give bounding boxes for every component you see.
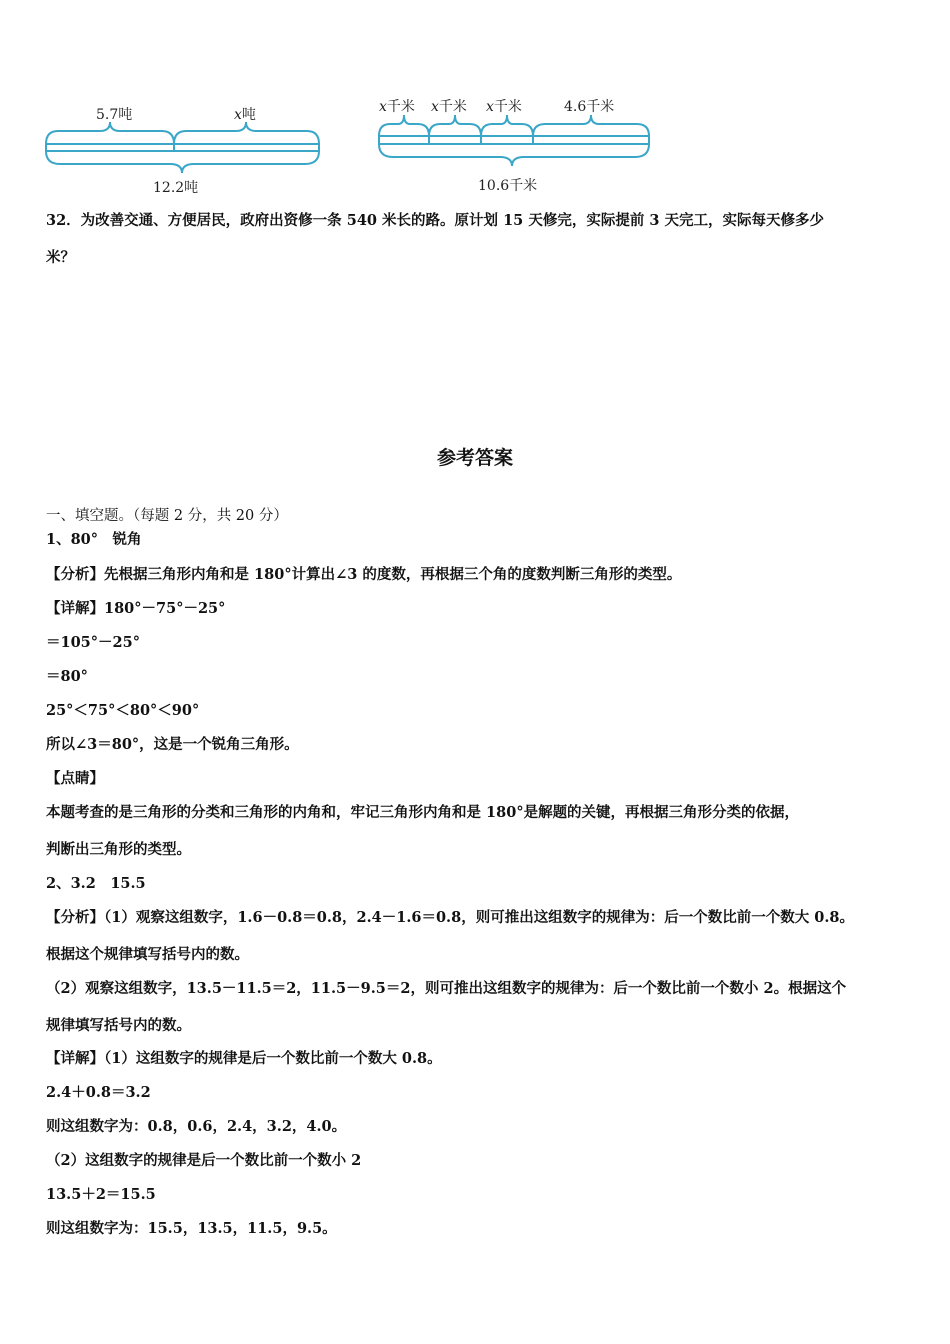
answer-line: ＝80° [46, 668, 88, 685]
right-line-diagram [379, 115, 649, 166]
answer-line: 根据这个规律填写括号内的数。 [46, 946, 249, 963]
right-brace-2 [429, 115, 481, 136]
answer-line: 判断出三角形的类型。 [46, 841, 191, 858]
answer-line: 所以∠3＝80°，这是一个锐角三角形。 [46, 736, 299, 753]
left-bar [46, 144, 319, 151]
answer-line: 13.5＋2＝15.5 [46, 1186, 156, 1203]
left-brace-bottom [46, 151, 319, 173]
answer-line: （2）观察这组数字，13.5－11.5＝2，11.5－9.5＝2，则可推出这组数字的规律为：后一个数比前一个数小 2。根据这个 [46, 980, 847, 997]
left-brace-2 [174, 122, 319, 144]
left-label-2: x吨 [234, 107, 256, 123]
answer-line: 【详解】180°－75°－25° [46, 600, 226, 617]
answer-line: 2.4＋0.8＝3.2 [46, 1084, 151, 1101]
question-32-line-2: 米？ [46, 249, 75, 266]
answer-line: 2、3.2 15.5 [46, 875, 146, 892]
answer-title: 参考答案 [436, 447, 513, 469]
right-brace-bottom [379, 144, 649, 166]
right-label-3: x千米 [486, 99, 522, 115]
answer-line: 【详解】（1）这组数字的规律是后一个数比前一个数大 0.8。 [46, 1050, 442, 1067]
answer-line: 【分析】（1）观察这组数字，1.6－0.8＝0.8，2.4－1.6＝0.8，则可推出这组数字的规律为：后一个数比前一个数大 0.8。 [46, 909, 854, 926]
answer-line: 【点睛】 [46, 770, 104, 787]
answer-line: 【分析】先根据三角形内角和是 180°计算出∠3 的度数，再根据三个角的度数判断三角形的类型。 [46, 566, 682, 583]
left-brace-1 [46, 122, 174, 144]
right-brace-3 [481, 115, 533, 136]
right-label-1: x千米 [379, 99, 415, 115]
right-brace-4 [533, 115, 649, 136]
right-label-2: x千米 [431, 99, 467, 115]
left-bottom-label: 12.2吨 [153, 180, 199, 196]
section-heading: 一、填空题。（每题 2 分，共 20 分） [46, 508, 288, 524]
left-label-1: 5.7吨 [96, 107, 133, 123]
right-bar [379, 136, 649, 144]
answer-line: 则这组数字为：15.5，13.5，11.5，9.5。 [46, 1220, 337, 1237]
answer-line: 则这组数字为：0.8，0.6，2.4，3.2，4.0。 [46, 1118, 347, 1135]
right-brace-1 [379, 115, 429, 136]
answer-line: 25°＜75°＜80°＜90° [46, 702, 200, 719]
answer-line: 规律填写括号内的数。 [46, 1017, 191, 1034]
left-line-diagram [46, 122, 319, 173]
answer-line: ＝105°－25° [46, 634, 140, 651]
answer-line: 1、80° 锐角 [46, 531, 142, 548]
question-32-line-1: 32．为改善交通、方便居民，政府出资修一条 540 米长的路。原计划 15 天修完，实际提前 3 天完工，实际每天修多少 [46, 212, 824, 229]
line-diagrams [0, 0, 950, 200]
answer-line: 本题考查的是三角形的分类和三角形的内角和，牢记三角形内角和是 180°是解题的关键，再根据三角形分类的依据， [46, 804, 800, 821]
answer-line: （2）这组数字的规律是后一个数比前一个数小 2 [46, 1152, 362, 1169]
right-bottom-label: 10.6千米 [478, 178, 538, 194]
right-label-4: 4.6千米 [564, 99, 615, 115]
